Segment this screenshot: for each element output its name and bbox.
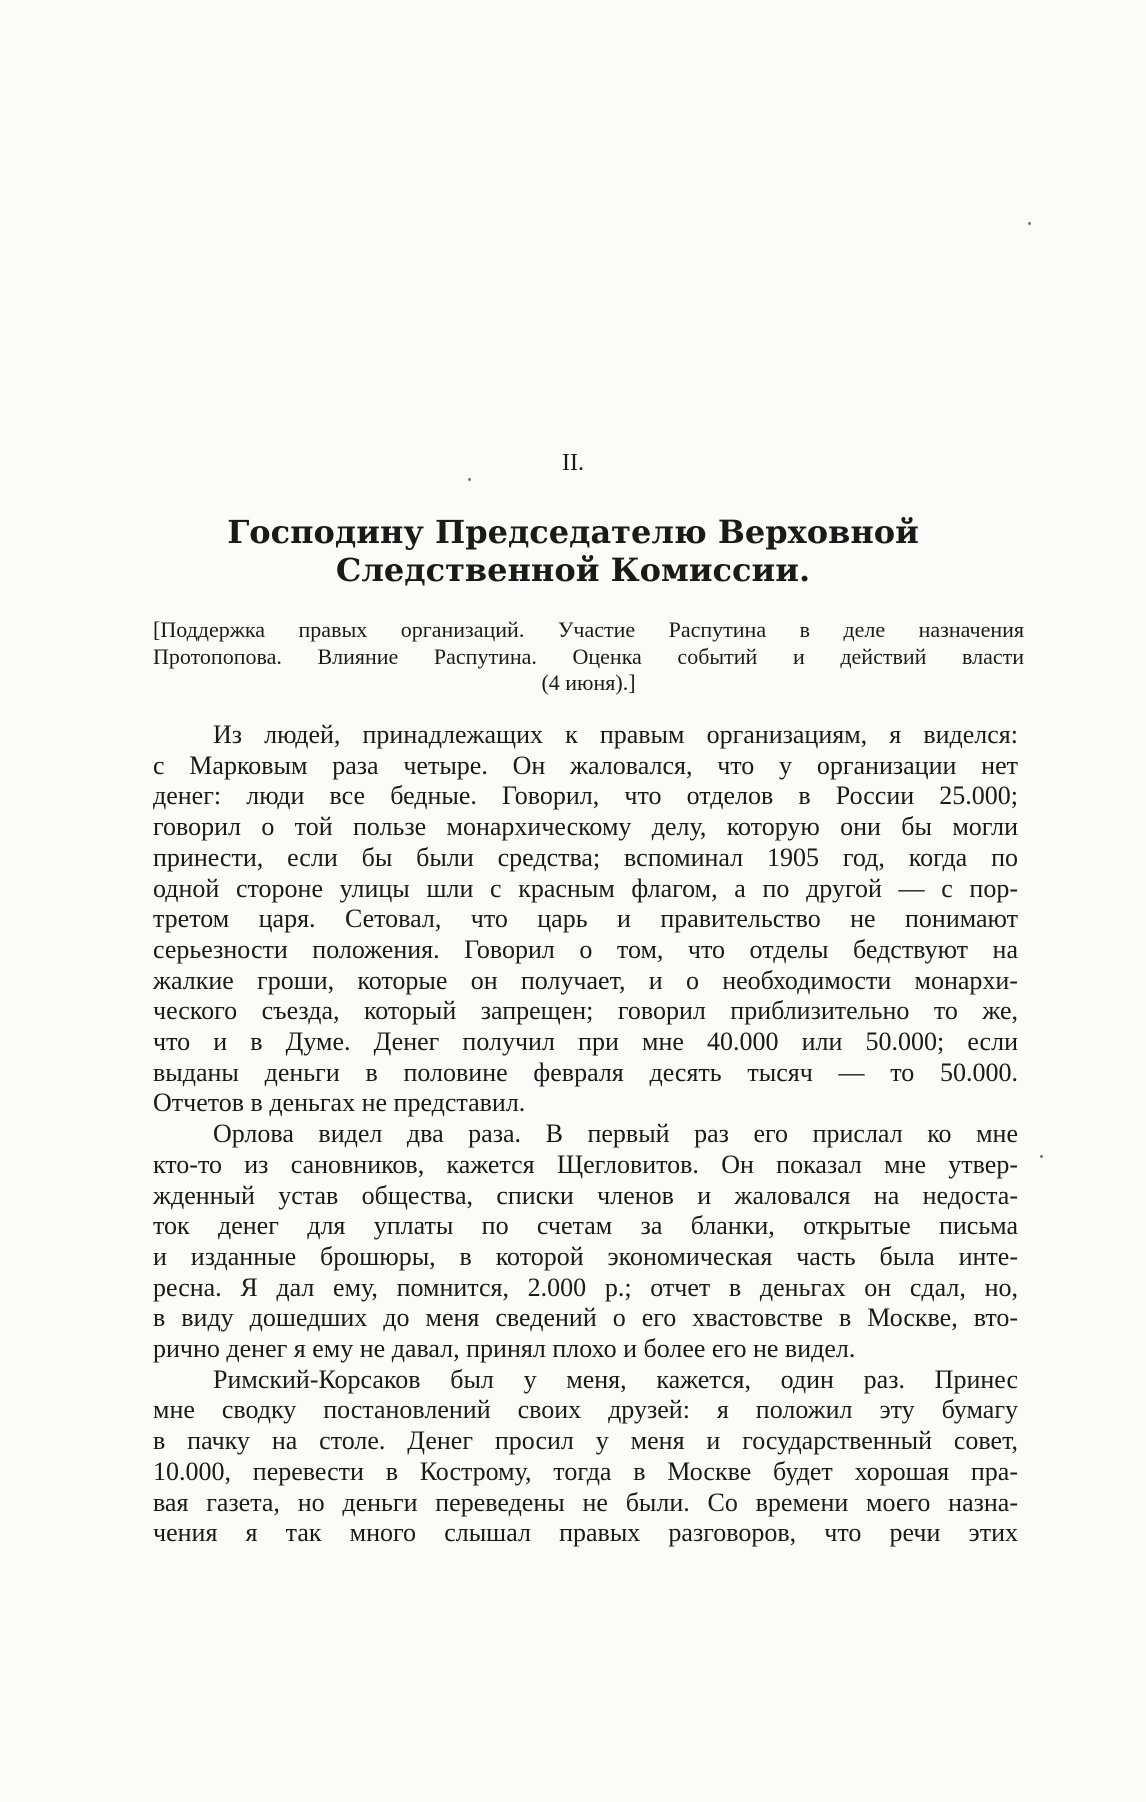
text-line: Римский-Корсаков был у меня, кажется, один раз. Принес: [213, 1364, 1018, 1394]
text-line: третом царя. Сетовал, что царь и правительство не понимают: [153, 904, 1018, 934]
paragraph: [153, 1365, 1018, 1549]
text-line: что и в Думе. Денег получил при мне 40.000 или 50.000; если: [153, 1027, 1018, 1057]
text-line: принести, если бы были средства; вспоминал 1905 год, когда по: [153, 842, 1018, 872]
text-line: выданы деньги в половине февраля десять тысяч — то 50.000.: [153, 1057, 1018, 1087]
scan-speck: [1028, 222, 1031, 225]
summary-line: [Поддержка правых организаций. Участие Распутина в деле назначения: [153, 617, 1024, 642]
text-line: в пачку на столе. Денег просил у меня и государственный совет,: [153, 1426, 1018, 1456]
text-line: ческого съезда, который запрещен; говорил приблизительно то же,: [153, 996, 1018, 1026]
text-line: 10.000, перевести в Кострому, тогда в Москве будет хорошая пра-: [153, 1456, 1018, 1486]
text-line: в виду дошедших до меня сведений о его хвастовстве в Москве, вто-: [153, 1303, 1018, 1333]
text-line: жденный устав общества, списки членов и жаловался на недоста-: [153, 1180, 1018, 1210]
text-line: жалкие гроши, которые он получает, и о необходимости монархи-: [153, 965, 1018, 995]
title-line: Следственной Комиссии.: [335, 551, 811, 589]
text-line: Из людей, принадлежащих к правым организациям, я виделся:: [213, 720, 1018, 749]
section-summary: [153, 617, 1024, 697]
text-line: и изданные брошюры, в которой экономическая часть была инте-: [153, 1241, 1018, 1271]
title-line: Господину Председателю Верховной: [227, 513, 919, 551]
text-line: мне сводку постановлений своих друзей: я положил эту бумагу: [153, 1395, 1018, 1425]
summary-line: Протопопова. Влияние Распутина. Оценка событий и действий власти: [153, 643, 1024, 669]
text-line: Орлова видел два раза. В первый раз его прислал ко мне: [213, 1119, 1018, 1149]
text-line: кто-то из сановников, кажется Щегловитов. Он показал мне утвер-: [153, 1149, 1018, 1179]
text-line: одной стороне улицы шли с красным флагом, а по другой — с пор-: [153, 873, 1018, 903]
text-line: рично денег я ему не давал, принял плохо и более его не видел.: [153, 1334, 856, 1364]
scan-speck: [468, 478, 471, 481]
paragraph: [153, 720, 1018, 1119]
text-line: с Марковым раза четыре. Он жаловался, что у организации нет: [153, 750, 1018, 780]
paragraph: [153, 1119, 1018, 1365]
letter-title: [0, 513, 1146, 589]
text-line: ресна. Я дал ему, помнится, 2.000 р.; отчет в деньгах он сдал, но,: [153, 1272, 1018, 1302]
body-text: [153, 720, 1018, 1549]
text-line: серьезности положения. Говорил о том, что отделы бедствуют на: [153, 934, 1018, 964]
text-line: вая газета, но деньги переведены не были. Со времени моего назна-: [153, 1487, 1018, 1517]
text-line: Отчетов в деньгах не представил.: [153, 1088, 526, 1118]
text-line: ток денег для уплаты по счетам за бланки, открытые письма: [153, 1211, 1018, 1241]
summary-line: (4 июня).]: [541, 670, 636, 695]
scan-speck: [1040, 1155, 1043, 1158]
text-line: денег: люди все бедные. Говорил, что отделов в России 25.000;: [153, 781, 1018, 811]
text-line: говорил о той пользе монархическому делу, которую они бы могли: [153, 812, 1018, 842]
section-numeral: II.: [562, 450, 584, 476]
text-line: чения я так много слышал правых разговоров, что речи этих: [153, 1518, 1018, 1548]
